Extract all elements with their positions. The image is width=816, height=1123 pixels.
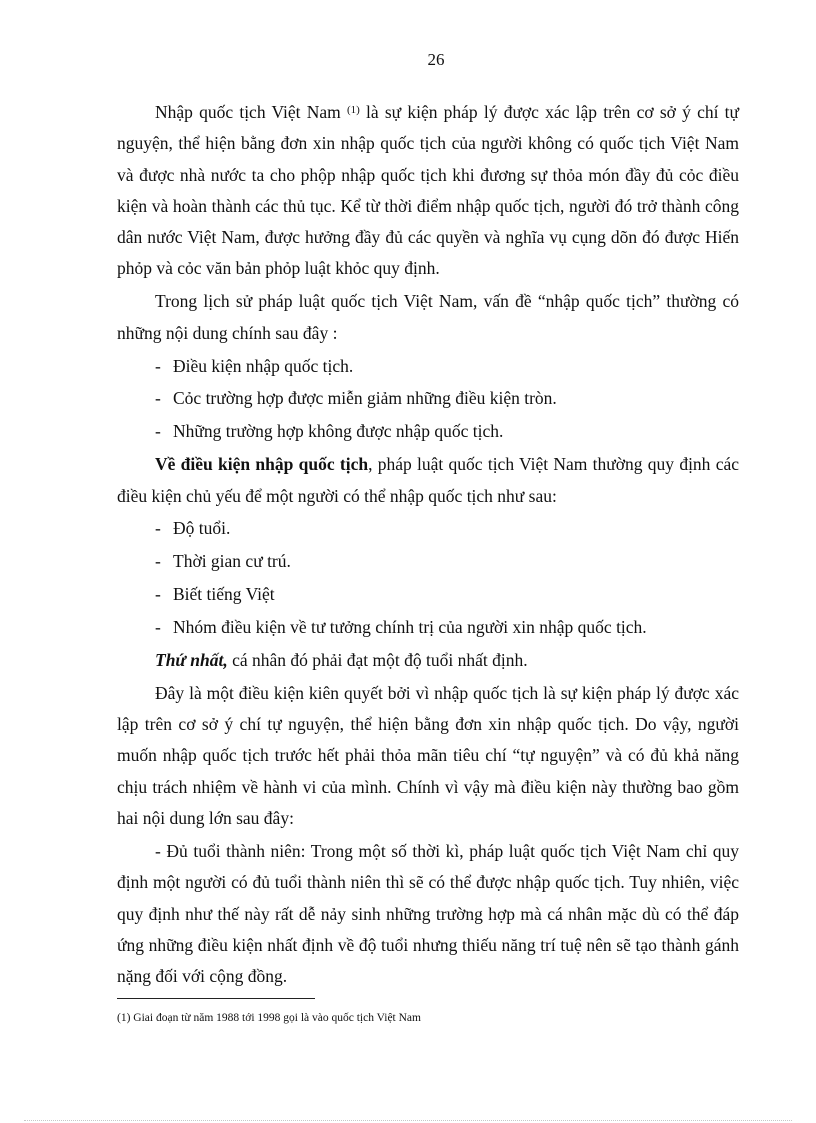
footnote-separator	[117, 998, 315, 999]
document-body	[117, 97, 739, 994]
bullet-dash: -	[155, 518, 161, 539]
paragraph-history: Trong lịch sử pháp luật quốc tịch Việt Nam, vấn đề “nhập quốc tịch” thường có những nội dung chính sau đây :	[117, 291, 739, 343]
list-item	[117, 579, 739, 610]
paragraph-definition	[117, 97, 739, 285]
paragraph-text: Nhập quốc tịch Việt Nam	[155, 102, 347, 122]
paragraph-adult-age	[117, 836, 739, 992]
bullet-dash: -	[155, 617, 161, 638]
footnote	[117, 1010, 421, 1026]
page-bottom-border	[24, 1120, 792, 1121]
paragraph-explanation: Đây là một điều kiện kiên quyết bởi vì nhập quốc tịch là sự kiện pháp lý được xác lập trên cơ sở ý chí tự nguyện, thể hiện bằng đơn xin nhập quốc tịch. Do vậy, người muốn nhập quốc tịch trước hết phải thỏa mãn tiêu chí “tự nguyện” và có đủ khả năng chịu trách nhiệm về hành vi của mình. Chính vì vậy mà điều kiện này thường bao gồm hai nội dung lớn sau đây:	[117, 682, 739, 829]
bullet-dash: -	[155, 584, 161, 605]
page-number: 26	[427, 50, 445, 69]
list-item	[117, 416, 739, 447]
list-item-text: Biết tiếng Việt	[173, 584, 275, 605]
list-item	[117, 513, 739, 544]
list-item-text: Thời gian cư trú.	[173, 551, 291, 572]
paragraph-first-condition	[117, 645, 739, 676]
list-item-text: Nhóm điều kiện về tư tưởng chính trị của người xin nhập quốc tịch.	[173, 617, 647, 638]
footnote-marker: (1)	[117, 1012, 131, 1024]
paragraph-text: Đủ tuổi thành niên: Trong một số thời kì, pháp luật quốc tịch Việt Nam chỉ quy định một người có đủ tuổi thành niên thì sẽ có thể được nhập quốc tịch. Tuy nhiên, việc quy định như thế này rất dễ nảy sinh những trường hợp mà cá nhân mặc dù có thể đáp ứng những điều kiện nhất định về độ tuổi nhưng thiếu năng trí tuệ nên sẽ tạo thành gánh nặng đối với cộng đồng.	[117, 840, 740, 987]
list-item-text: Điều kiện nhập quốc tịch.	[173, 355, 354, 376]
paragraph-text: , pháp luật quốc tịch Việt Nam thường quy định các điều kiện chủ yếu để một người có thể nhập quốc tịch như sau:	[117, 454, 740, 506]
section-lead: Về điều kiện nhập quốc tịch	[155, 454, 369, 475]
list-item-text: Cỏc trường hợp được miễn giảm những điều kiện tròn.	[173, 388, 557, 409]
list-item	[117, 351, 739, 382]
paragraph-conditions	[117, 449, 739, 512]
paragraph-text: là sự kiện pháp lý được xác lập trên cơ sở ý chí tự nguyện, thể hiện bằng đơn xin nhập quốc tịch của người không có quốc tịch Việt Nam và được nhà nước ta cho phộp nhập quốc tịch khi đương sự thỏa món đầy đủ cỏc điều kiện và hoàn thành các thủ tục. Kể từ thời điểm nhập quốc tịch, người đó trở thành công dân nước Việt Nam, được hưởng đầy đủ các quyền và nghĩa vụ cụng dõn đó được Hiến phỏp và cỏc văn bản phỏp luật khỏc quy định.	[117, 102, 740, 279]
bullet-dash: -	[155, 421, 161, 442]
bullet-dash: -	[155, 388, 161, 409]
bullet-dash: -	[155, 551, 161, 572]
list-item	[117, 612, 739, 643]
list-item	[117, 383, 739, 414]
list-item	[117, 546, 739, 577]
bullet-dash: -	[155, 355, 161, 376]
bullet-dash: -	[155, 840, 161, 861]
list-item-text: Độ tuổi.	[173, 518, 231, 539]
footnote-reference: (1)	[346, 104, 360, 116]
paragraph-text: cá nhân đó phải đạt một độ tuổi nhất định.	[227, 649, 528, 670]
section-lead: Thứ nhất,	[155, 649, 228, 670]
footnote-text: Giai đoạn từ năm 1988 tới 1998 gọi là vào quốc tịch Việt Nam	[130, 1012, 421, 1024]
list-item-text: Những trường hợp không được nhập quốc tịch.	[173, 421, 504, 442]
